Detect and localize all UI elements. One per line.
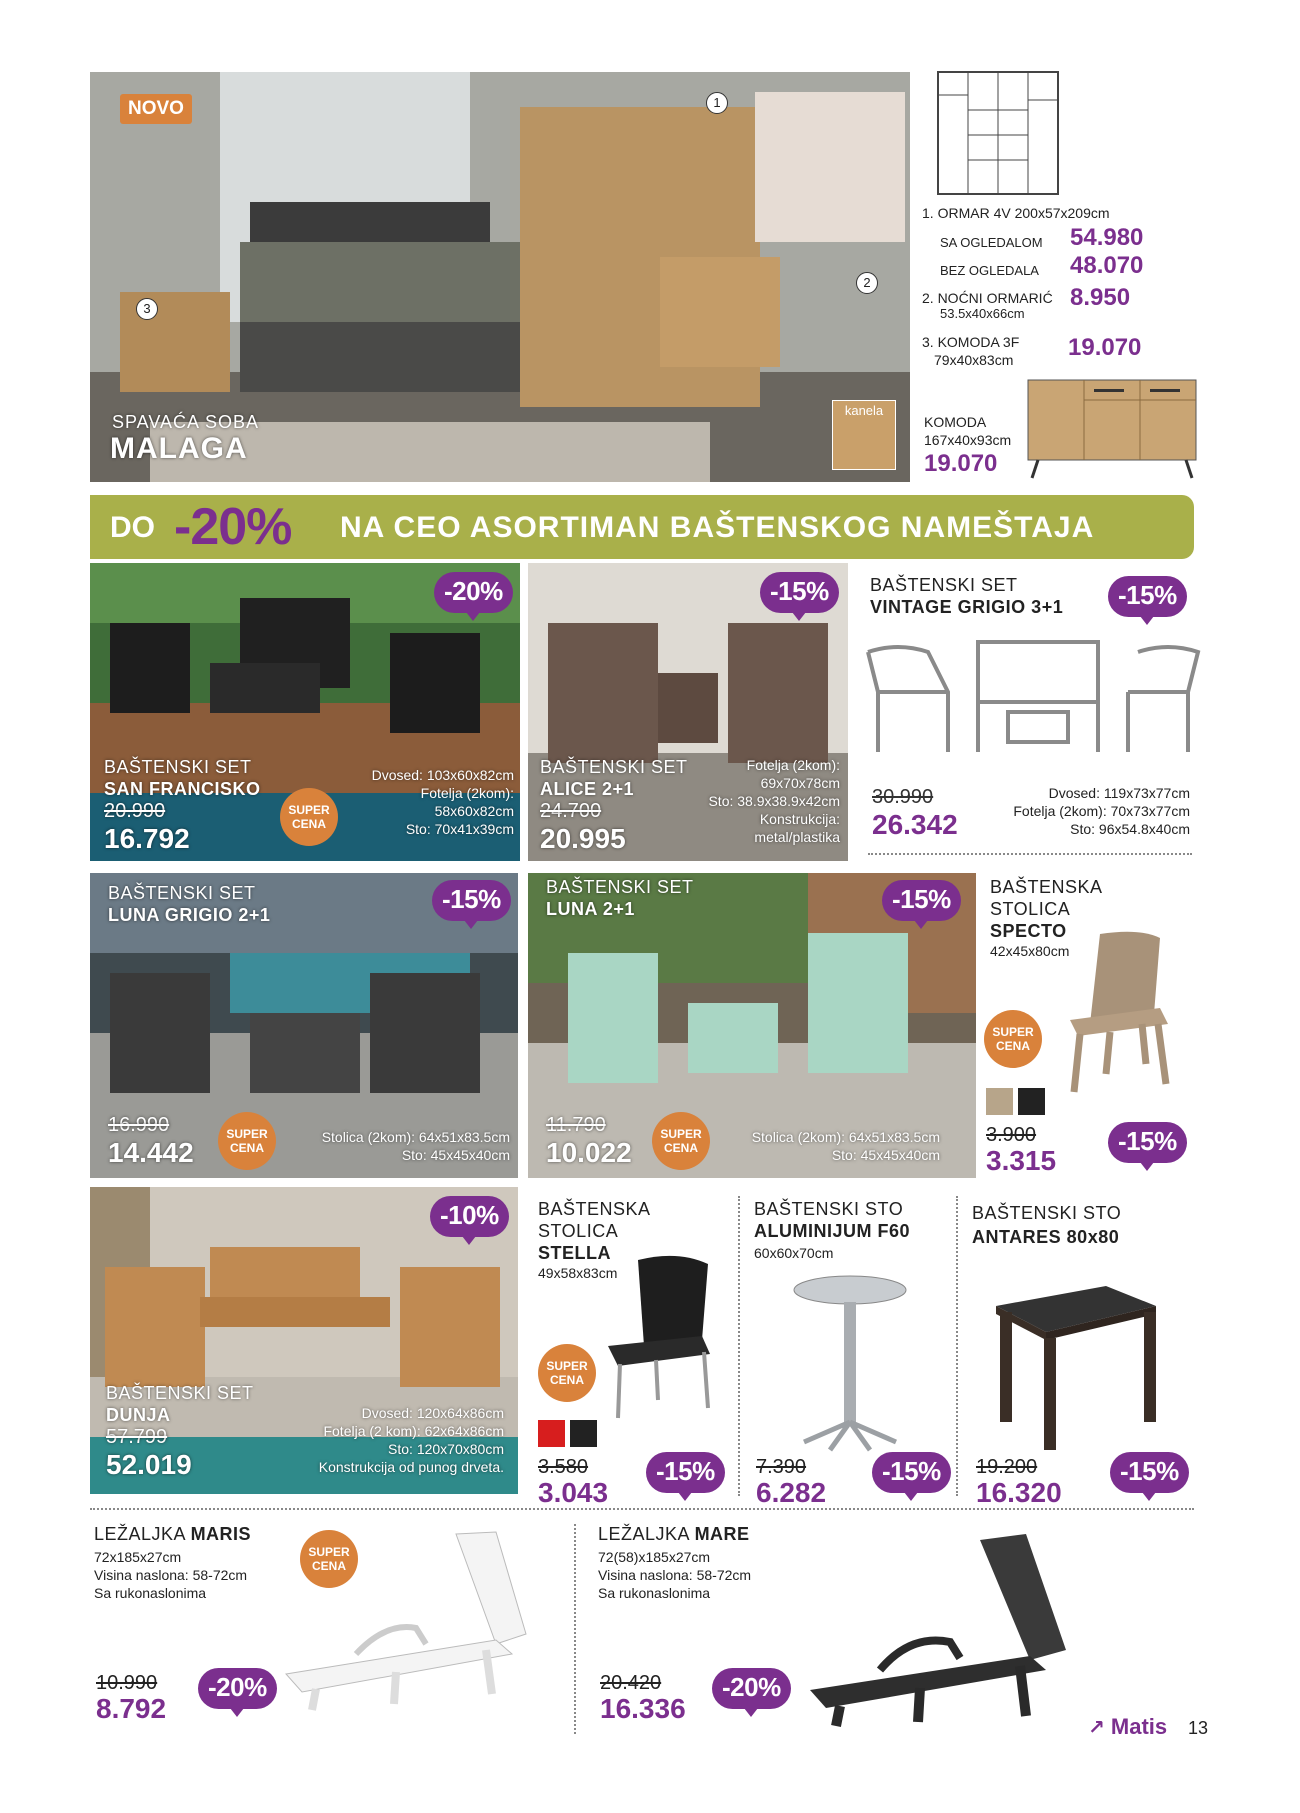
discount-banner <box>90 495 1194 559</box>
dims-line: Visina naslona: 58-72cm <box>598 1567 752 1583</box>
luna-dims <box>700 1128 940 1164</box>
vintage-category: BAŠTENSKI SET <box>870 575 1018 595</box>
aluminijum-discount: -15% <box>872 1452 951 1493</box>
mirror-price: 54.980 <box>1070 224 1144 251</box>
aluminijum-category: BAŠTENSKI STO <box>754 1199 904 1219</box>
mare-category: LEŽALJKA <box>598 1524 690 1544</box>
maris-lounger-image <box>276 1524 556 1714</box>
dims-line: Fotelja (2kom): <box>420 785 514 801</box>
aluminijum-old-price: 7.390 <box>756 1456 807 1478</box>
item3-price: 19.070 <box>1068 334 1142 361</box>
dunja-old-price: 57.799 <box>106 1426 168 1448</box>
vintage-dims <box>970 784 1190 838</box>
stella-color-black[interactable] <box>570 1420 597 1447</box>
dims-line: metal/plastika <box>754 829 840 845</box>
super-line-2: CENA <box>995 1039 1030 1053</box>
dims-line: Konstrukcija od punog drveta. <box>318 1459 504 1475</box>
stella-name: STELLA <box>538 1243 611 1263</box>
dims-line: Sa rukonaslonima <box>598 1585 711 1601</box>
dunja-dims <box>240 1404 504 1476</box>
dims-line: Sto: 45x45x40cm <box>401 1147 510 1163</box>
marker-1: 1 <box>706 92 728 114</box>
aluminijum-name: ALUMINIJUM F60 <box>754 1221 911 1241</box>
stella-category-1: BAŠTENSKA <box>538 1199 651 1219</box>
item2-label: 2. NOĆNI ORMARIĆ <box>922 290 1053 306</box>
maris-price: 8.792 <box>96 1693 167 1724</box>
alice-dims <box>640 756 840 846</box>
vintage-price: 26.342 <box>872 809 958 840</box>
kanela-swatch <box>832 400 896 470</box>
luna-discount: -15% <box>882 880 961 921</box>
alice-discount: -15% <box>760 572 839 613</box>
dims-line: Dvosed: 120x64x86cm <box>361 1405 504 1421</box>
specto-name: SPECTO <box>990 921 1067 941</box>
page-number: 13 <box>1188 1718 1209 1738</box>
banner-text: NA CEO ASORTIMAN BAŠTENSKOG NAMEŠTAJA <box>340 511 1095 544</box>
new-badge: NOVO <box>120 94 192 124</box>
luna-grigio-dims <box>270 1128 510 1164</box>
specto-category-2: STOLICA <box>990 899 1071 919</box>
super-line-1: SUPER <box>226 1127 268 1141</box>
banner-prefix: DO <box>110 511 155 544</box>
aluminijum-dims: 60x60x70cm <box>754 1245 834 1261</box>
dims-line: Sto: 96x54.8x40cm <box>1070 821 1190 837</box>
specto-color-black[interactable] <box>1018 1088 1045 1115</box>
aluminijum-table-image <box>790 1274 910 1454</box>
luna-old-price: 11.790 <box>546 1114 606 1136</box>
antares-discount: -15% <box>1110 1452 1189 1493</box>
antares-price: 16.320 <box>976 1477 1062 1508</box>
marker-3: 3 <box>136 298 158 320</box>
banner-percent: -20% <box>174 498 292 556</box>
maris-dims <box>94 1548 247 1602</box>
antares-old-price: 19.200 <box>976 1456 1038 1478</box>
super-line-1: SUPER <box>308 1545 350 1559</box>
stella-price: 3.043 <box>538 1477 609 1508</box>
alice-price: 20.995 <box>540 823 626 854</box>
antares-category: BAŠTENSKI STO <box>972 1203 1122 1223</box>
specto-super-badge <box>984 1010 1042 1068</box>
specto-category-1: BAŠTENSKA <box>990 877 1103 897</box>
stella-old-price: 3.580 <box>538 1456 589 1478</box>
super-line-2: CENA <box>229 1141 264 1155</box>
dims-line: Sto: 38.9x38.9x42cm <box>708 793 840 809</box>
antares-table-image <box>986 1276 1162 1456</box>
item2-price: 8.950 <box>1070 284 1131 311</box>
dims-line: Fotelja (2kom): <box>746 757 840 773</box>
alice-category: BAŠTENSKI SET <box>540 757 688 777</box>
dunja-category: BAŠTENSKI SET <box>106 1383 254 1403</box>
san-francisko-old-price: 20.990 <box>104 800 166 822</box>
luna-name: LUNA 2+1 <box>546 899 635 919</box>
alice-old-price: 24.700 <box>540 800 602 822</box>
kanela-label: kanela <box>844 403 884 418</box>
stella-super-badge <box>538 1344 596 1402</box>
san-francisko-dims <box>314 766 514 838</box>
specto-price: 3.315 <box>986 1145 1057 1176</box>
dims-line: Dvosed: 103x60x82cm <box>371 767 514 783</box>
dims-line: Stolica (2kom): 64x51x83.5cm <box>751 1129 940 1145</box>
dims-line: Fotelja (2kom): 70x73x77cm <box>1013 803 1190 819</box>
dunja-discount: -10% <box>430 1196 509 1237</box>
dims-line: Konstrukcija: <box>759 811 840 827</box>
separator <box>574 1524 576 1734</box>
marker-2: 2 <box>856 272 878 294</box>
vintage-old-price: 30.990 <box>872 786 934 808</box>
stella-discount: -15% <box>646 1452 725 1493</box>
san-francisko-discount: -20% <box>434 572 513 613</box>
luna-grigio-name: LUNA GRIGIO 2+1 <box>108 905 271 925</box>
komoda-label: KOMODA <box>924 414 987 430</box>
maris-discount: -20% <box>198 1668 277 1709</box>
mare-price: 16.336 <box>600 1693 686 1724</box>
separator <box>738 1196 740 1496</box>
matis-logo <box>1088 1714 1167 1740</box>
brand-name: Matis <box>1110 1714 1168 1739</box>
aluminijum-price: 6.282 <box>756 1477 827 1508</box>
specto-dims: 42x45x80cm <box>990 943 1070 959</box>
malaga-price-list <box>922 204 1162 222</box>
dims-line: Stolica (2kom): 64x51x83.5cm <box>321 1129 510 1145</box>
luna-grigio-category: BAŠTENSKI SET <box>108 883 256 903</box>
super-line-2: CENA <box>663 1141 698 1155</box>
mare-lounger-image <box>800 1530 1080 1730</box>
stella-category-2: STOLICA <box>538 1221 619 1241</box>
hero-category: SPAVAĆA SOBA <box>112 412 260 432</box>
super-line-1: SUPER <box>288 803 330 817</box>
item3-label: 3. KOMODA 3F <box>922 334 1020 350</box>
komoda-dims: 167x40x93cm <box>924 432 1012 448</box>
vintage-name: VINTAGE GRIGIO 3+1 <box>870 597 1064 617</box>
stella-chair-image <box>598 1250 730 1420</box>
dims-line: 69x70x78cm <box>760 775 840 791</box>
mare-discount: -20% <box>712 1668 791 1709</box>
vintage-discount: -15% <box>1108 576 1187 617</box>
nomirror-label: BEZ OGLEDALA <box>940 263 1039 278</box>
wardrobe-drawing <box>936 70 1060 200</box>
mare-title <box>598 1524 750 1545</box>
dims-line: Dvosed: 119x73x77cm <box>1048 785 1190 801</box>
matis-logo-icon: ↗ <box>1088 1717 1105 1739</box>
dims-line: Visina naslona: 58-72cm <box>94 1567 248 1583</box>
specto-chair-image <box>1050 924 1180 1094</box>
maris-category: LEŽALJKA <box>94 1524 186 1544</box>
dims-line: 58x60x82cm <box>434 803 514 819</box>
separator <box>90 1508 1194 1510</box>
item3-dims: 79x40x83cm <box>934 352 1014 368</box>
maris-name: MARIS <box>190 1524 252 1544</box>
dims-line: Sto: 120x70x80cm <box>388 1441 504 1457</box>
specto-old-price: 3.900 <box>986 1124 1037 1146</box>
super-line-2: CENA <box>291 817 326 831</box>
dims-line: Sto: 70x41x39cm <box>405 821 514 837</box>
specto-color-taupe[interactable] <box>986 1088 1013 1115</box>
super-line-1: SUPER <box>546 1359 588 1373</box>
antares-name: ANTARES 80x80 <box>972 1227 1120 1247</box>
item1-label: 1. ORMAR 4V 200x57x209cm <box>922 205 1110 221</box>
dims-line: Sto: 45x45x40cm <box>831 1147 940 1163</box>
maris-title <box>94 1524 251 1545</box>
dims-line: Fotelja (2 kom): 62x64x86cm <box>323 1423 504 1439</box>
mare-dims <box>598 1548 751 1602</box>
hero-name: MALAGA <box>110 432 248 465</box>
super-line-2: CENA <box>549 1373 584 1387</box>
dunja-price: 52.019 <box>106 1449 192 1480</box>
san-francisko-price: 16.792 <box>104 823 190 854</box>
dims-line: 72(58)x185x27cm <box>598 1549 711 1565</box>
vintage-set-image <box>858 632 1208 762</box>
item2-dims: 53.5x40x66cm <box>940 306 1025 321</box>
luna-grigio-old-price: 16.990 <box>108 1114 170 1136</box>
super-line-1: SUPER <box>660 1127 702 1141</box>
luna-grigio-price: 14.442 <box>108 1137 194 1168</box>
san-francisko-name: SAN FRANCISKO <box>104 779 261 799</box>
alice-name: ALICE 2+1 <box>540 779 635 799</box>
super-line-2: CENA <box>311 1559 346 1573</box>
separator <box>956 1196 958 1496</box>
dunja-name: DUNJA <box>106 1405 171 1425</box>
mare-old-price: 20.420 <box>600 1672 662 1694</box>
dims-line: Sa rukonaslonima <box>94 1585 207 1601</box>
separator <box>868 853 1192 855</box>
super-line-1: SUPER <box>992 1025 1034 1039</box>
luna-category: BAŠTENSKI SET <box>546 877 694 897</box>
specto-discount: -15% <box>1108 1122 1187 1163</box>
san-francisko-category: BAŠTENSKI SET <box>104 757 252 777</box>
komoda-drawing <box>1024 370 1200 480</box>
luna-grigio-super-badge <box>218 1112 276 1170</box>
maris-old-price: 10.990 <box>96 1672 158 1694</box>
stella-color-red[interactable] <box>538 1420 565 1447</box>
mare-name: MARE <box>694 1524 750 1544</box>
nomirror-price: 48.070 <box>1070 252 1144 279</box>
luna-price: 10.022 <box>546 1137 632 1168</box>
luna-grigio-discount: -15% <box>432 880 511 921</box>
dims-line: 72x185x27cm <box>94 1549 182 1565</box>
komoda-price: 19.070 <box>924 450 998 477</box>
stella-dims: 49x58x83cm <box>538 1265 618 1281</box>
mirror-label: SA OGLEDALOM <box>940 235 1043 250</box>
